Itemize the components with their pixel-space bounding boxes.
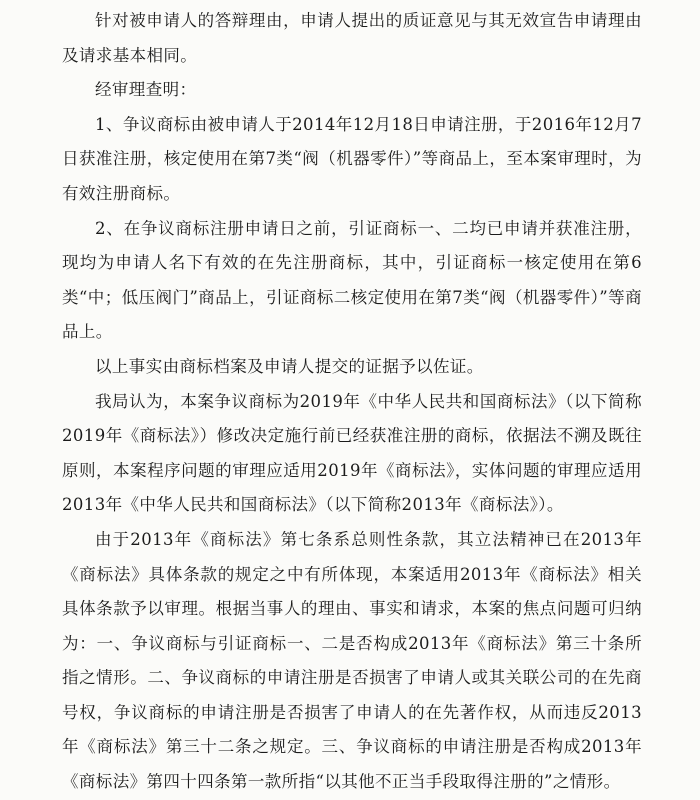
paragraph-findings-heading: 经审理查明： — [95, 80, 197, 100]
paragraph-applicable-law: 我局认为，本案争议商标为2019年《中华人民共和国商标法》（以下简称2019年《商标法》）修改决定施行前已经获准注册的商标，依据法不溯及既往原则，本案程序问题的审理应适用2019年《商标法》，实体问题的审理应适用2013年《中华人民共和国商标法》（以下简称2013年《商标法》）。 — [62, 391, 642, 515]
paragraph-evidence-note: 以上事实由商标档案及申请人提交的证据予以佐证。 — [95, 356, 484, 376]
paragraph-focus-issues: 由于2013年《商标法》第七条系总则性条款，其立法精神已在2013年《商标法》具体条款的规定之中有所体现，本案适用2013年《商标法》相关具体条款予以审理。根据当事人的理由、事实和请求，本案的焦点问题可归纳为：一、争议商标与引证商标一、二是否构成2013年《商标法》第三十条所指之情形。二、争议商标的申请注册是否损害了申请人或其关联公司的在先商号权，争议商标的申请注册是否损害了申请人的在先著作权，从而违反2013年《商标法》第三十二条之规定。三、争议商标的申请注册是否构成2013年《商标法》第四十四条第一款所指“以其他不正当手段取得注册的”之情形。 — [62, 529, 642, 792]
paragraph-respondent-reply-summary: 针对被申请人的答辩理由，申请人提出的质证意见与其无效宣告申请理由及请求基本相同。 — [62, 11, 642, 65]
paragraph-finding-2: 2、在争议商标注册申请日之前，引证商标一、二均已申请并获准注册，现均为申请人名下有效的在先注册商标，其中，引证商标一核定使用在第6类“中；低压阀门”商品上，引证商标二核定使用在第7类“阀（机器零件）”等商品上。 — [62, 218, 642, 342]
paragraph-finding-1: 1、争议商标由被申请人于2014年12月18日申请注册，于2016年12月7日获准注册，核定使用在第7类“阀（机器零件）”等商品上，至本案审理时，为有效注册商标。 — [62, 114, 642, 203]
